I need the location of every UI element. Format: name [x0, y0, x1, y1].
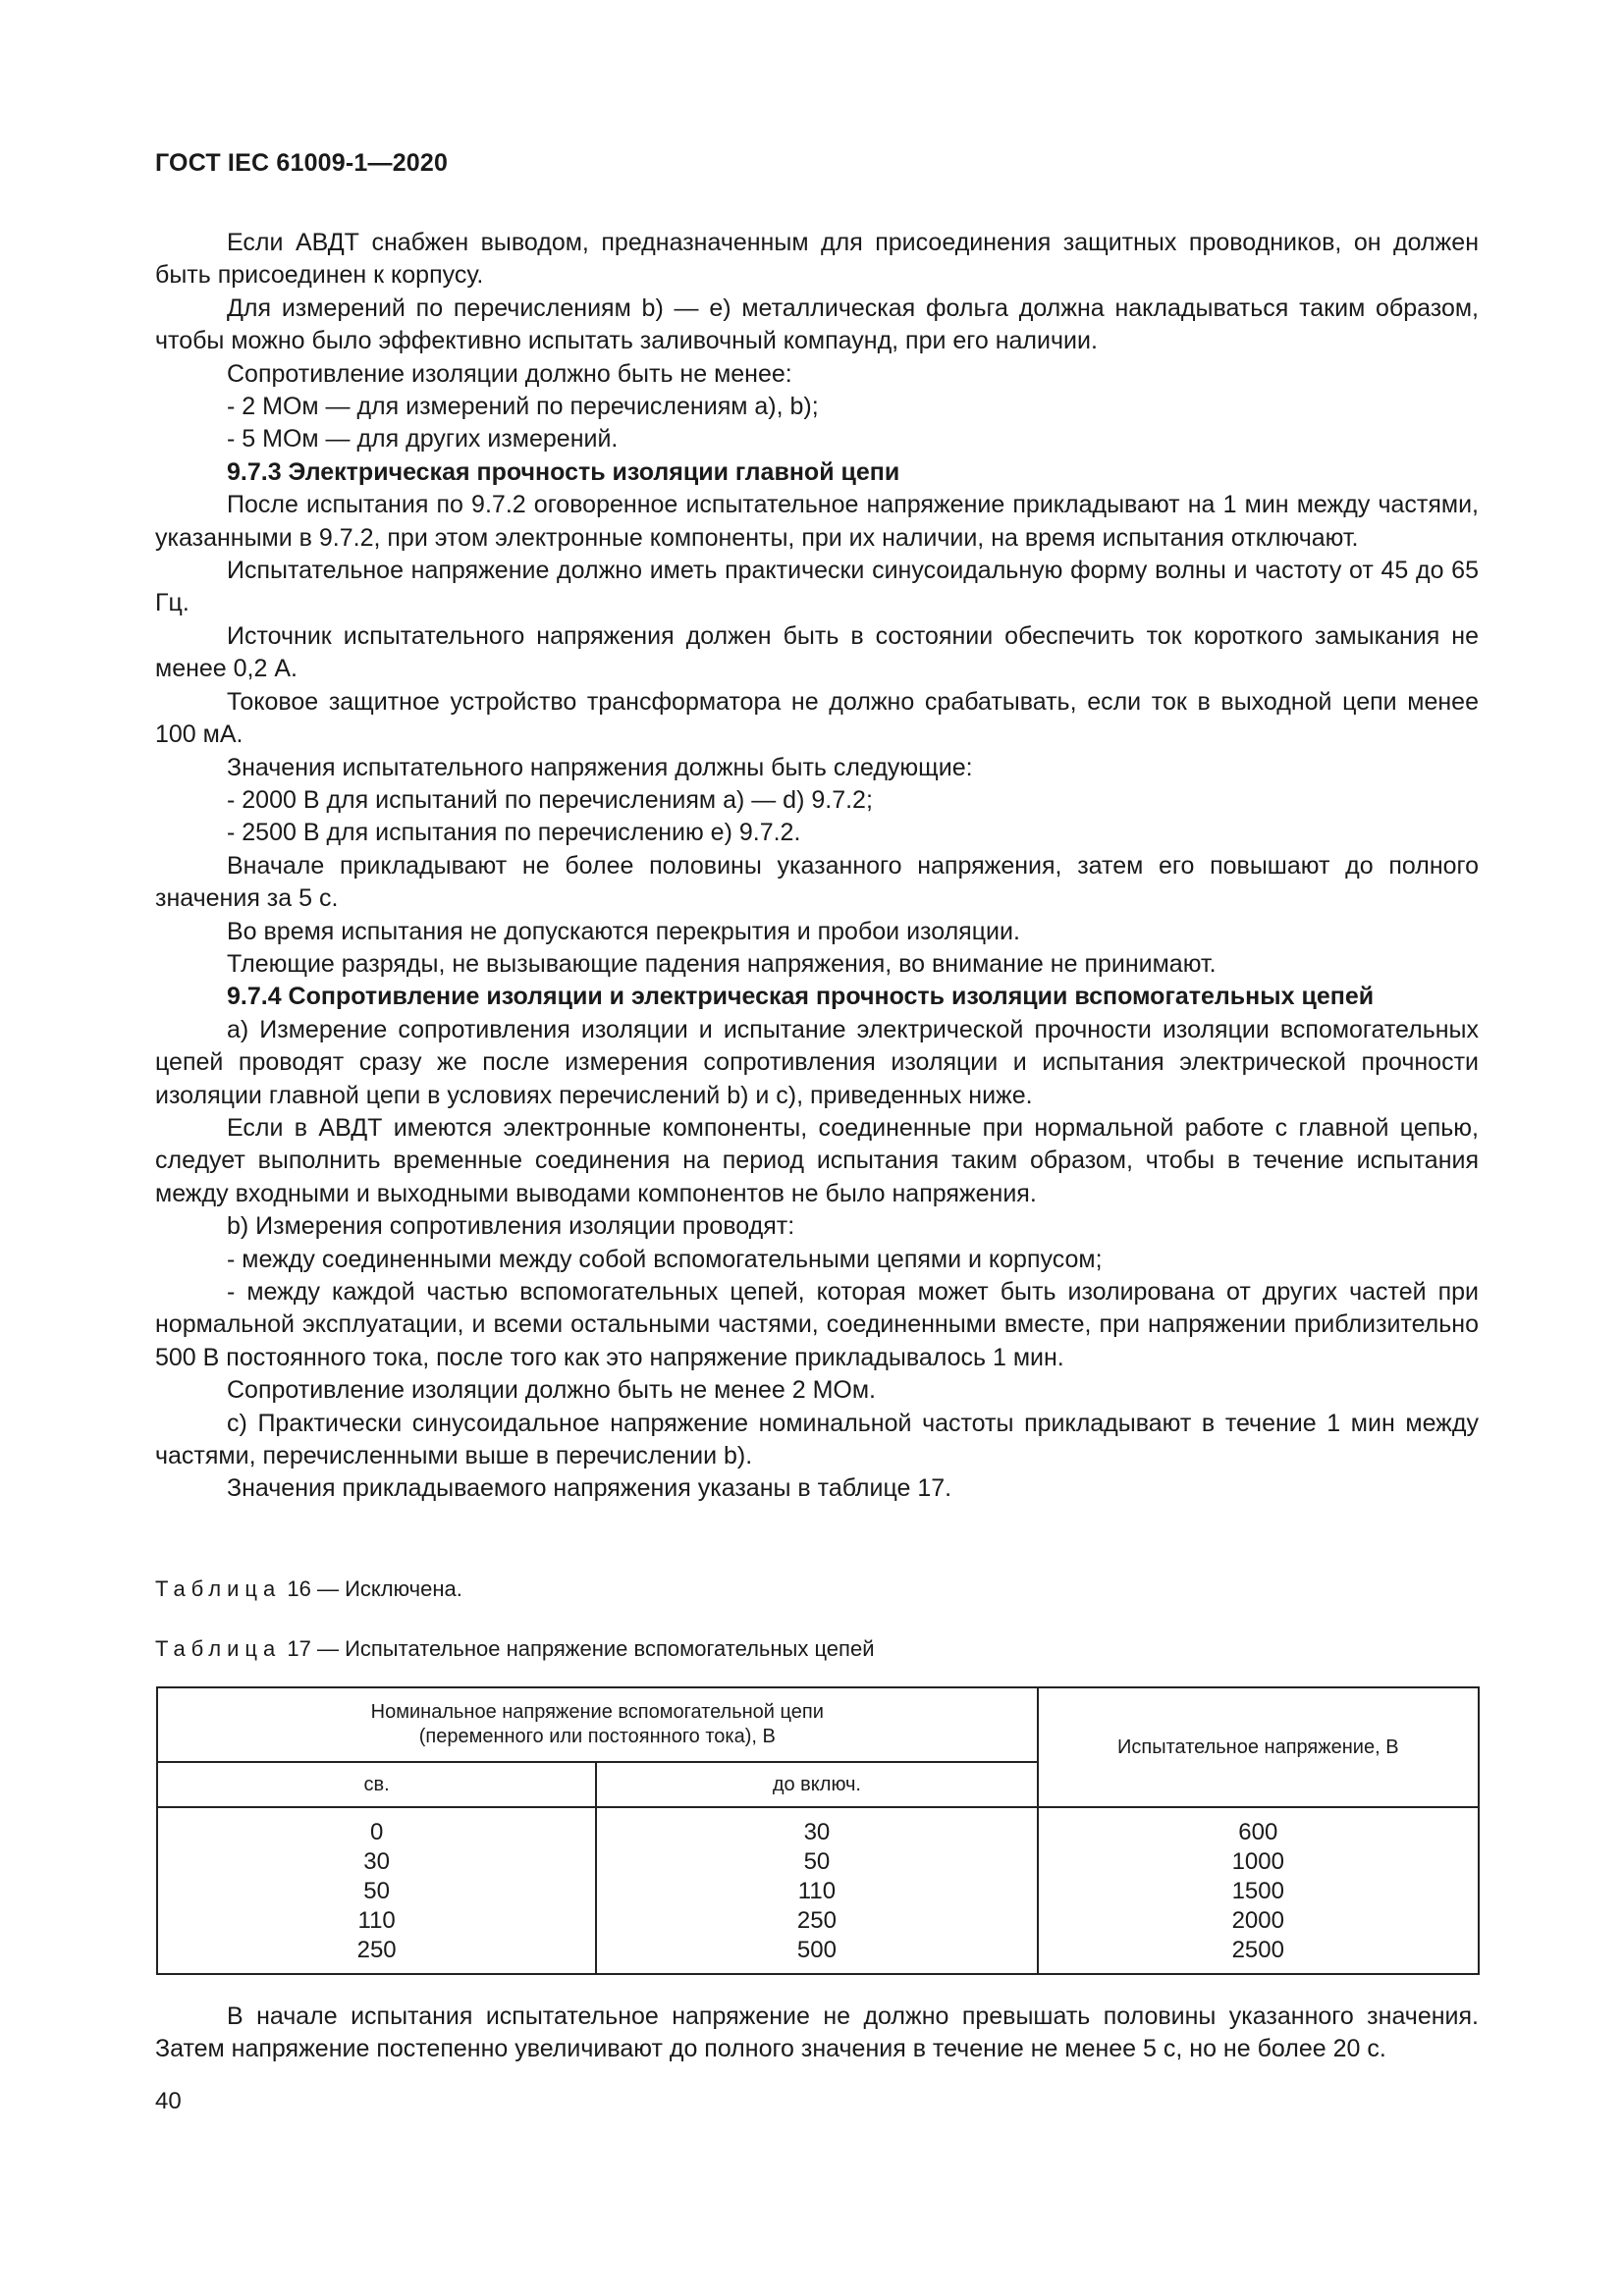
column-from-values: 0 30 50 110 250: [157, 1807, 596, 1974]
paragraph: Если АВДТ снабжен выводом, предназначенным для присоединения защитных проводников, он должен быть присоединен к корпусу.: [155, 229, 1479, 290]
table16-caption-text: 16 — Исключена.: [287, 1576, 462, 1601]
paragraph: b) Измерения сопротивления изоляции проводят:: [227, 1212, 795, 1241]
paragraph: Значения прикладываемого напряжения указаны в таблице 17.: [227, 1474, 952, 1503]
paragraph: - 2500 В для испытания по перечислению e) 9.7.2.: [227, 819, 801, 847]
paragraph: c) Практически синусоидальное напряжение номинальной частоты прикладывают в течение 1 мин между частями, перечисленными выше в перечислении b).: [155, 1409, 1479, 1470]
paragraph: Источник испытательного напряжения должен быть в состоянии обеспечить ток короткого замыкания не менее 0,2 А.: [155, 621, 1479, 683]
paragraph: Если в АВДТ имеются электронные компоненты, соединенные при нормальной работе с главной цепью, следует выполнить временные соединения на период испытания таким образом, чтобы в течение испытания между входными и выходными выводами компонентов не было напряжения.: [155, 1113, 1479, 1207]
table17-caption: [155, 1636, 874, 1662]
table16-caption: [155, 1576, 462, 1602]
page-number: 40: [155, 2088, 182, 2114]
paragraph: а) Измерение сопротивления изоляции и испытание электрической прочности изоляции вспомогательных цепей проводят сразу же после измерения сопротивления изоляции и испытания электрической прочности изоляции главной цепи в условиях перечислений b) и c), приведенных ниже.: [155, 1015, 1479, 1109]
paragraph: Токовое защитное устройство трансформатора не должно срабатывать, если ток в выходной цепи менее 100 мА.: [155, 687, 1479, 749]
header-to-incl: до включ.: [596, 1762, 1037, 1807]
paragraph: После испытания по 9.7.2 оговоренное испытательное напряжение прикладывают на 1 мин между частями, указанными в 9.7.2, при этом электронные компоненты, при их наличии, на время испытания отключают.: [155, 491, 1479, 552]
table17-caption-label: Таблица: [155, 1636, 282, 1661]
table-17: [156, 1686, 1480, 1975]
paragraph: Сопротивление изоляции должно быть не менее 2 МОм.: [227, 1376, 876, 1405]
header-test-voltage: Испытательное напряжение, В: [1038, 1687, 1479, 1807]
paragraph: Во время испытания не допускаются перекрытия и пробои изоляции.: [227, 917, 1020, 945]
paragraph: Сопротивление изоляции должно быть не менее:: [227, 359, 792, 388]
paragraph: - 2000 В для испытаний по перечислениям а) — d) 9.7.2;: [227, 785, 873, 814]
header-from: св.: [157, 1762, 596, 1807]
paragraph: Тлеющие разряды, не вызывающие падения напряжения, во внимание не принимают.: [227, 949, 1217, 978]
paragraph: - 5 МОм — для других измерений.: [227, 425, 619, 454]
body-text: [155, 227, 1479, 1506]
column-to-values: 30 50 110 250 500: [596, 1807, 1037, 1974]
paragraph: - 2 МОм — для измерений по перечислениям а), b);: [227, 393, 819, 421]
after-table-text: [155, 2001, 1479, 2066]
document-header: ГОСТ IEC 61009-1—2020: [155, 149, 449, 177]
section-heading: 9.7.3 Электрическая прочность изоляции главной цепи: [227, 457, 900, 486]
section-heading: 9.7.4 Сопротивление изоляции и электрическая прочность изоляции вспомогательных цепей: [227, 983, 1375, 1011]
header-nominal-voltage: Номинальное напряжение вспомогательной цепи (переменного или постоянного тока), В: [157, 1687, 1038, 1762]
column-test-values: 600 1000 1500 2000 2500: [1038, 1807, 1479, 1974]
table16-caption-label: Таблица: [155, 1576, 282, 1601]
paragraph: Вначале прикладывают не более половины указанного напряжения, затем его повышают до полного значения за 5 с.: [155, 851, 1479, 913]
paragraph: Значения испытательного напряжения должны быть следующие:: [227, 753, 973, 781]
paragraph: - между соединенными между собой вспомогательными цепями и корпусом;: [227, 1245, 1103, 1273]
paragraph: Испытательное напряжение должно иметь практически синусоидальную форму волны и частоту от 45 до 65 Гц.: [155, 557, 1479, 617]
paragraph: В начале испытания испытательное напряжение не должно превышать половины указанного значения. Затем напряжение постепенно увеличивают до полного значения в течение не менее 5 с, но не более 20 с.: [155, 2002, 1479, 2063]
table17-caption-text: 17 — Испытательное напряжение вспомогательных цепей: [287, 1636, 875, 1661]
paragraph: Для измерений по перечислениям b) — e) металлическая фольга должна накладываться таким образом, чтобы можно было эффективно испытать заливочный компаунд, при его наличии.: [155, 294, 1479, 355]
paragraph: - между каждой частью вспомогательных цепей, которая может быть изолирована от других частей при нормальной эксплуатации, и всеми остальными частями, соединенными вместе, при напряжении приблизительно 500 В постоянного тока, после того как это напряжение прикладывалось 1 мин.: [155, 1278, 1479, 1371]
